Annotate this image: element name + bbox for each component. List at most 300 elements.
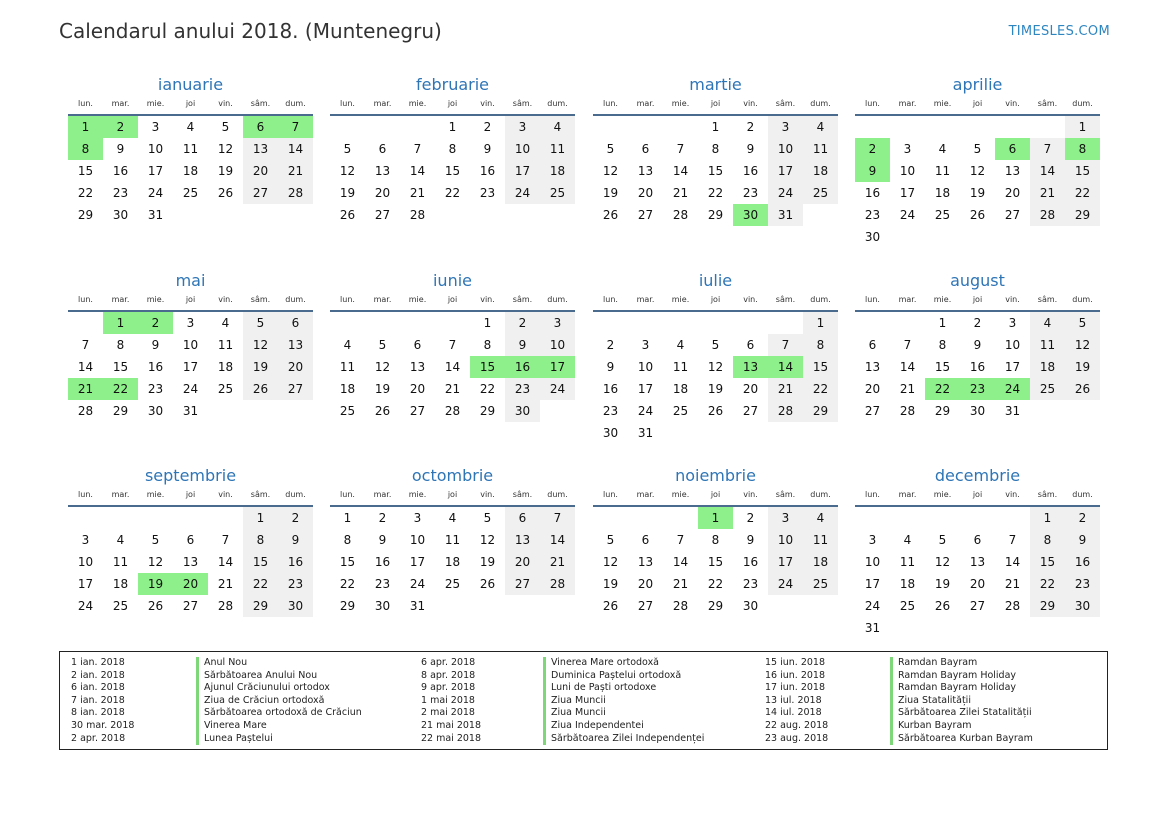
weekday-label: dum. <box>1072 490 1093 499</box>
day-cell: 17 <box>637 382 654 396</box>
holiday-date: 16 iun. 2018 <box>765 669 826 681</box>
day-cell: 25 <box>899 599 916 613</box>
day-cell: 29 <box>479 404 496 418</box>
holiday-date: 1 mai 2018 <box>421 694 475 706</box>
day-cell: 24 <box>182 382 199 396</box>
day-cell: 11 <box>444 533 461 547</box>
day-cell: 20 <box>409 382 426 396</box>
days-grid <box>855 116 1100 248</box>
day-cell-holiday: 1 <box>103 312 138 334</box>
day-cell: 29 <box>77 208 94 222</box>
day-cell: 24 <box>409 577 426 591</box>
day-cell: 12 <box>479 533 496 547</box>
weekday-header <box>330 96 575 116</box>
weekday-header <box>68 292 313 312</box>
day-cell: 16 <box>602 382 619 396</box>
day-cell: 9 <box>278 529 313 551</box>
holiday-name: Sărbătoarea Kurban Bayram <box>890 733 1033 746</box>
day-cell: 15 <box>444 164 461 178</box>
day-cell: 28 <box>77 404 94 418</box>
day-cell: 2 <box>278 507 313 529</box>
day-cell: 14 <box>1004 555 1021 569</box>
day-cell: 16 <box>742 555 759 569</box>
holiday-date: 15 iun. 2018 <box>765 657 826 668</box>
holiday-name: Vinerea Mare <box>196 720 362 733</box>
day-cell: 9 <box>116 142 125 156</box>
weekday-label: mie. <box>146 490 165 499</box>
day-cell: 19 <box>969 186 986 200</box>
day-cell: 22 <box>444 186 461 200</box>
day-cell: 28 <box>768 400 803 422</box>
weekday-label: sâm. <box>775 295 796 304</box>
day-cell: 17 <box>768 551 803 573</box>
day-cell: 26 <box>479 577 496 591</box>
day-cell: 7 <box>448 338 457 352</box>
weekday-label: joi <box>185 490 196 499</box>
day-cell: 12 <box>217 142 234 156</box>
day-blank <box>663 116 698 138</box>
weekday-label: lun. <box>340 99 355 108</box>
day-cell: 3 <box>151 120 160 134</box>
day-cell: 13 <box>864 360 881 374</box>
weekday-header <box>68 487 313 507</box>
day-cell: 25 <box>182 186 199 200</box>
day-cell: 17 <box>1004 360 1021 374</box>
weekday-header <box>593 292 838 312</box>
day-cell: 22 <box>1030 573 1065 595</box>
day-cell: 28 <box>278 182 313 204</box>
day-cell: 10 <box>768 529 803 551</box>
month-name: noiembrie <box>675 466 756 485</box>
day-cell: 11 <box>934 164 951 178</box>
day-blank <box>995 116 1030 138</box>
day-cell: 31 <box>1004 404 1021 418</box>
day-cell: 19 <box>602 186 619 200</box>
day-cell: 4 <box>676 338 685 352</box>
day-cell: 4 <box>221 316 230 330</box>
day-cell: 15 <box>112 360 129 374</box>
day-blank <box>138 507 173 529</box>
day-cell: 29 <box>243 595 278 617</box>
day-cell: 15 <box>707 164 724 178</box>
day-blank <box>593 507 628 529</box>
weekday-label: mar. <box>898 490 917 499</box>
day-cell: 4 <box>803 116 838 138</box>
day-cell: 3 <box>868 533 877 547</box>
day-cell-holiday: 8 <box>68 138 103 160</box>
day-cell: 31 <box>147 208 164 222</box>
day-cell: 30 <box>112 208 129 222</box>
weekday-label: mie. <box>933 295 952 304</box>
day-cell: 8 <box>483 338 492 352</box>
day-cell: 3 <box>768 507 803 529</box>
weekday-label: sâm. <box>250 490 271 499</box>
day-cell: 13 <box>278 334 313 356</box>
day-cell: 27 <box>969 599 986 613</box>
day-cell: 2 <box>746 511 755 525</box>
month-iunie <box>330 270 575 422</box>
weekday-label: mar. <box>373 99 392 108</box>
day-blank <box>925 116 960 138</box>
weekday-label: vin. <box>480 99 495 108</box>
day-cell: 26 <box>147 599 164 613</box>
day-cell: 10 <box>147 142 164 156</box>
day-cell: 29 <box>112 404 129 418</box>
day-cell: 10 <box>768 138 803 160</box>
day-cell-holiday: 22 <box>925 378 960 400</box>
day-cell: 19 <box>217 164 234 178</box>
day-cell: 27 <box>374 208 391 222</box>
day-cell: 11 <box>803 138 838 160</box>
day-cell: 2 <box>606 338 615 352</box>
day-cell: 5 <box>221 120 230 134</box>
day-cell: 17 <box>409 555 426 569</box>
day-cell: 20 <box>243 160 278 182</box>
day-cell: 26 <box>969 208 986 222</box>
day-cell-holiday: 1 <box>698 507 733 529</box>
day-cell: 1 <box>483 316 492 330</box>
day-cell: 5 <box>973 142 982 156</box>
day-cell: 22 <box>339 577 356 591</box>
month-name: februarie <box>415 75 490 94</box>
day-cell: 6 <box>378 142 387 156</box>
day-cell: 21 <box>768 378 803 400</box>
day-cell: 13 <box>1004 164 1021 178</box>
day-cell: 31 <box>637 426 654 440</box>
weekday-label: vin. <box>1005 490 1020 499</box>
day-cell: 28 <box>217 599 234 613</box>
day-cell: 1 <box>938 316 947 330</box>
day-blank <box>330 312 365 334</box>
day-cell: 28 <box>1030 204 1065 226</box>
day-cell: 19 <box>374 382 391 396</box>
day-cell: 14 <box>217 555 234 569</box>
weekday-header <box>330 292 575 312</box>
day-cell: 2 <box>483 120 492 134</box>
day-cell: 18 <box>803 551 838 573</box>
day-cell: 3 <box>903 142 912 156</box>
weekday-header <box>855 487 1100 507</box>
weekday-label: dum. <box>547 490 568 499</box>
day-cell: 25 <box>803 182 838 204</box>
day-cell: 4 <box>803 507 838 529</box>
day-cell: 15 <box>1065 160 1100 182</box>
month-august <box>855 270 1100 422</box>
day-cell: 5 <box>711 338 720 352</box>
holiday-name: Sărbătoarea Zilei Independenței <box>543 733 704 746</box>
holiday-col-2-names <box>543 657 704 745</box>
day-cell: 4 <box>343 338 352 352</box>
day-cell: 16 <box>374 555 391 569</box>
day-cell: 21 <box>278 160 313 182</box>
day-cell: 30 <box>864 230 881 244</box>
day-cell: 11 <box>339 360 356 374</box>
day-cell: 18 <box>540 160 575 182</box>
day-cell: 27 <box>278 378 313 400</box>
day-cell: 20 <box>637 577 654 591</box>
day-cell: 17 <box>147 164 164 178</box>
weekday-label: sâm. <box>512 490 533 499</box>
day-cell: 12 <box>339 164 356 178</box>
day-cell: 4 <box>540 116 575 138</box>
day-cell: 12 <box>602 164 619 178</box>
month-decembrie <box>855 465 1100 639</box>
day-cell: 14 <box>278 138 313 160</box>
day-cell: 20 <box>1004 186 1021 200</box>
days-grid <box>330 116 575 226</box>
day-cell: 22 <box>707 577 724 591</box>
days-grid <box>855 507 1100 639</box>
day-cell: 18 <box>217 360 234 374</box>
day-cell: 1 <box>803 312 838 334</box>
day-cell: 24 <box>505 182 540 204</box>
weekday-label: vin. <box>480 295 495 304</box>
day-cell-holiday: 2 <box>855 138 890 160</box>
weekday-label: sâm. <box>1037 99 1058 108</box>
day-blank <box>435 312 470 334</box>
weekday-label: lun. <box>340 295 355 304</box>
day-cell: 18 <box>444 555 461 569</box>
day-cell: 13 <box>182 555 199 569</box>
day-cell: 26 <box>602 208 619 222</box>
day-cell: 7 <box>768 334 803 356</box>
day-cell: 20 <box>374 186 391 200</box>
day-cell: 8 <box>448 142 457 156</box>
day-cell: 11 <box>112 555 129 569</box>
day-cell: 5 <box>483 511 492 525</box>
day-cell: 23 <box>1065 573 1100 595</box>
holiday-name: Ramdan Bayram Holiday <box>890 670 1033 683</box>
day-cell: 27 <box>505 573 540 595</box>
day-cell: 18 <box>803 160 838 182</box>
day-cell: 30 <box>374 599 391 613</box>
day-cell: 14 <box>540 529 575 551</box>
day-cell: 16 <box>742 164 759 178</box>
day-cell: 21 <box>672 186 689 200</box>
day-cell: 12 <box>1065 334 1100 356</box>
weekday-label: mar. <box>111 490 130 499</box>
weekday-label: joi <box>972 295 983 304</box>
weekday-label: lun. <box>603 295 618 304</box>
weekday-label: lun. <box>340 490 355 499</box>
day-cell: 24 <box>864 599 881 613</box>
day-cell: 29 <box>339 599 356 613</box>
day-cell: 25 <box>803 573 838 595</box>
day-cell: 24 <box>899 208 916 222</box>
weekday-header <box>330 487 575 507</box>
day-cell: 12 <box>147 555 164 569</box>
day-cell: 25 <box>540 182 575 204</box>
month-name: martie <box>689 75 742 94</box>
day-cell: 6 <box>641 142 650 156</box>
weekday-label: joi <box>972 99 983 108</box>
day-cell: 21 <box>217 577 234 591</box>
day-cell: 30 <box>278 595 313 617</box>
day-cell-holiday: 30 <box>733 204 768 226</box>
day-blank <box>890 116 925 138</box>
weekday-label: vin. <box>218 490 233 499</box>
holiday-name: Ziua Statalității <box>890 695 1033 708</box>
day-cell: 3 <box>81 533 90 547</box>
holiday-name: Ziua de Crăciun ortodoxă <box>196 695 362 708</box>
day-blank <box>365 116 400 138</box>
day-cell: 11 <box>899 555 916 569</box>
day-cell: 28 <box>672 599 689 613</box>
day-cell: 20 <box>505 551 540 573</box>
day-cell: 11 <box>540 138 575 160</box>
day-cell: 9 <box>1065 529 1100 551</box>
day-cell: 23 <box>374 577 391 591</box>
day-cell-holiday: 7 <box>278 116 313 138</box>
day-cell: 4 <box>116 533 125 547</box>
day-cell: 21 <box>1030 182 1065 204</box>
day-cell: 2 <box>973 316 982 330</box>
day-cell: 17 <box>77 577 94 591</box>
weekday-label: dum. <box>810 99 831 108</box>
holiday-date: 2 apr. 2018 <box>71 732 126 744</box>
day-cell: 8 <box>116 338 125 352</box>
day-cell: 27 <box>637 599 654 613</box>
day-blank <box>628 312 663 334</box>
day-blank <box>68 312 103 334</box>
day-blank <box>663 507 698 529</box>
day-cell: 12 <box>602 555 619 569</box>
month-name: iulie <box>698 271 733 290</box>
day-cell: 5 <box>606 533 615 547</box>
page-title: Calendarul anului 2018. (Muntenegru) <box>59 19 442 43</box>
day-cell: 31 <box>409 599 426 613</box>
day-cell: 27 <box>182 599 199 613</box>
days-grid <box>330 507 575 617</box>
weekday-label: lun. <box>78 295 93 304</box>
weekday-label: lun. <box>78 99 93 108</box>
days-grid <box>330 312 575 422</box>
holiday-name: Sărbătoarea ortodoxă de Crăciun <box>196 707 362 720</box>
days-grid <box>855 312 1100 422</box>
day-cell: 19 <box>707 382 724 396</box>
day-cell: 15 <box>77 164 94 178</box>
holiday-date: 9 apr. 2018 <box>421 682 476 694</box>
holiday-col-2-dates <box>421 657 481 745</box>
brand-link[interactable]: TIMESLES.COM <box>1008 24 1110 39</box>
day-cell: 6 <box>868 338 877 352</box>
day-cell: 1 <box>1030 507 1065 529</box>
day-cell: 22 <box>479 382 496 396</box>
days-grid <box>593 507 838 617</box>
day-cell: 13 <box>505 529 540 551</box>
holiday-date: 2 ian. 2018 <box>71 669 125 681</box>
month-mai <box>68 270 313 422</box>
day-cell: 11 <box>217 338 234 352</box>
day-cell: 23 <box>147 382 164 396</box>
day-cell: 6 <box>413 338 422 352</box>
weekday-label: joi <box>447 295 458 304</box>
holiday-date: 2 mai 2018 <box>421 707 475 719</box>
day-cell: 12 <box>969 164 986 178</box>
day-cell: 10 <box>864 555 881 569</box>
day-blank <box>663 312 698 334</box>
holiday-date: 14 iul. 2018 <box>765 707 822 719</box>
day-cell: 21 <box>540 551 575 573</box>
holiday-name: Kurban Bayram <box>890 720 1033 733</box>
day-cell: 3 <box>413 511 422 525</box>
day-cell: 26 <box>339 208 356 222</box>
day-cell: 29 <box>707 208 724 222</box>
day-cell: 28 <box>409 208 426 222</box>
day-cell: 8 <box>243 529 278 551</box>
day-cell: 15 <box>934 360 951 374</box>
day-cell: 11 <box>803 529 838 551</box>
month-name: aprilie <box>952 75 1003 94</box>
day-cell: 30 <box>742 599 759 613</box>
weekday-label: joi <box>972 490 983 499</box>
day-cell: 25 <box>1030 378 1065 400</box>
day-cell: 15 <box>1030 551 1065 573</box>
day-cell: 25 <box>339 404 356 418</box>
weekday-label: mie. <box>408 490 427 499</box>
weekday-label: vin. <box>743 99 758 108</box>
day-cell: 26 <box>217 186 234 200</box>
day-cell-holiday: 23 <box>960 378 995 400</box>
weekday-label: mie. <box>933 99 952 108</box>
day-cell: 18 <box>934 186 951 200</box>
weekday-label: sâm. <box>250 295 271 304</box>
day-cell: 4 <box>448 511 457 525</box>
day-cell: 25 <box>672 404 689 418</box>
weekday-label: dum. <box>285 99 306 108</box>
holiday-date: 23 aug. 2018 <box>765 732 829 744</box>
day-cell: 21 <box>409 186 426 200</box>
weekday-label: mie. <box>671 99 690 108</box>
day-cell: 18 <box>112 577 129 591</box>
day-cell: 8 <box>343 533 352 547</box>
day-cell: 5 <box>151 533 160 547</box>
day-cell: 20 <box>742 382 759 396</box>
day-cell: 28 <box>899 404 916 418</box>
day-cell: 14 <box>672 164 689 178</box>
day-cell: 15 <box>803 356 838 378</box>
day-cell: 25 <box>444 577 461 591</box>
day-cell: 28 <box>444 404 461 418</box>
weekday-label: joi <box>447 99 458 108</box>
day-cell: 2 <box>378 511 387 525</box>
day-cell: 30 <box>602 426 619 440</box>
holiday-date: 21 mai 2018 <box>421 719 482 731</box>
day-cell: 18 <box>899 577 916 591</box>
weekday-label: sâm. <box>775 99 796 108</box>
day-cell: 12 <box>243 334 278 356</box>
day-cell: 13 <box>637 555 654 569</box>
weekday-label: lun. <box>865 295 880 304</box>
holiday-name: Ziua Independentei <box>543 720 704 733</box>
day-cell: 1 <box>1065 116 1100 138</box>
day-cell: 15 <box>707 555 724 569</box>
day-cell: 30 <box>1065 595 1100 617</box>
day-cell: 23 <box>112 186 129 200</box>
month-iulie <box>593 270 838 444</box>
month-noiembrie <box>593 465 838 617</box>
day-cell: 30 <box>147 404 164 418</box>
day-cell: 6 <box>641 533 650 547</box>
day-cell: 16 <box>969 360 986 374</box>
day-cell: 22 <box>1065 182 1100 204</box>
day-cell: 19 <box>339 186 356 200</box>
month-name: septembrie <box>144 466 237 485</box>
holiday-name: Anul Nou <box>196 657 362 670</box>
day-cell: 5 <box>343 142 352 156</box>
day-cell: 23 <box>602 404 619 418</box>
day-blank <box>68 507 103 529</box>
